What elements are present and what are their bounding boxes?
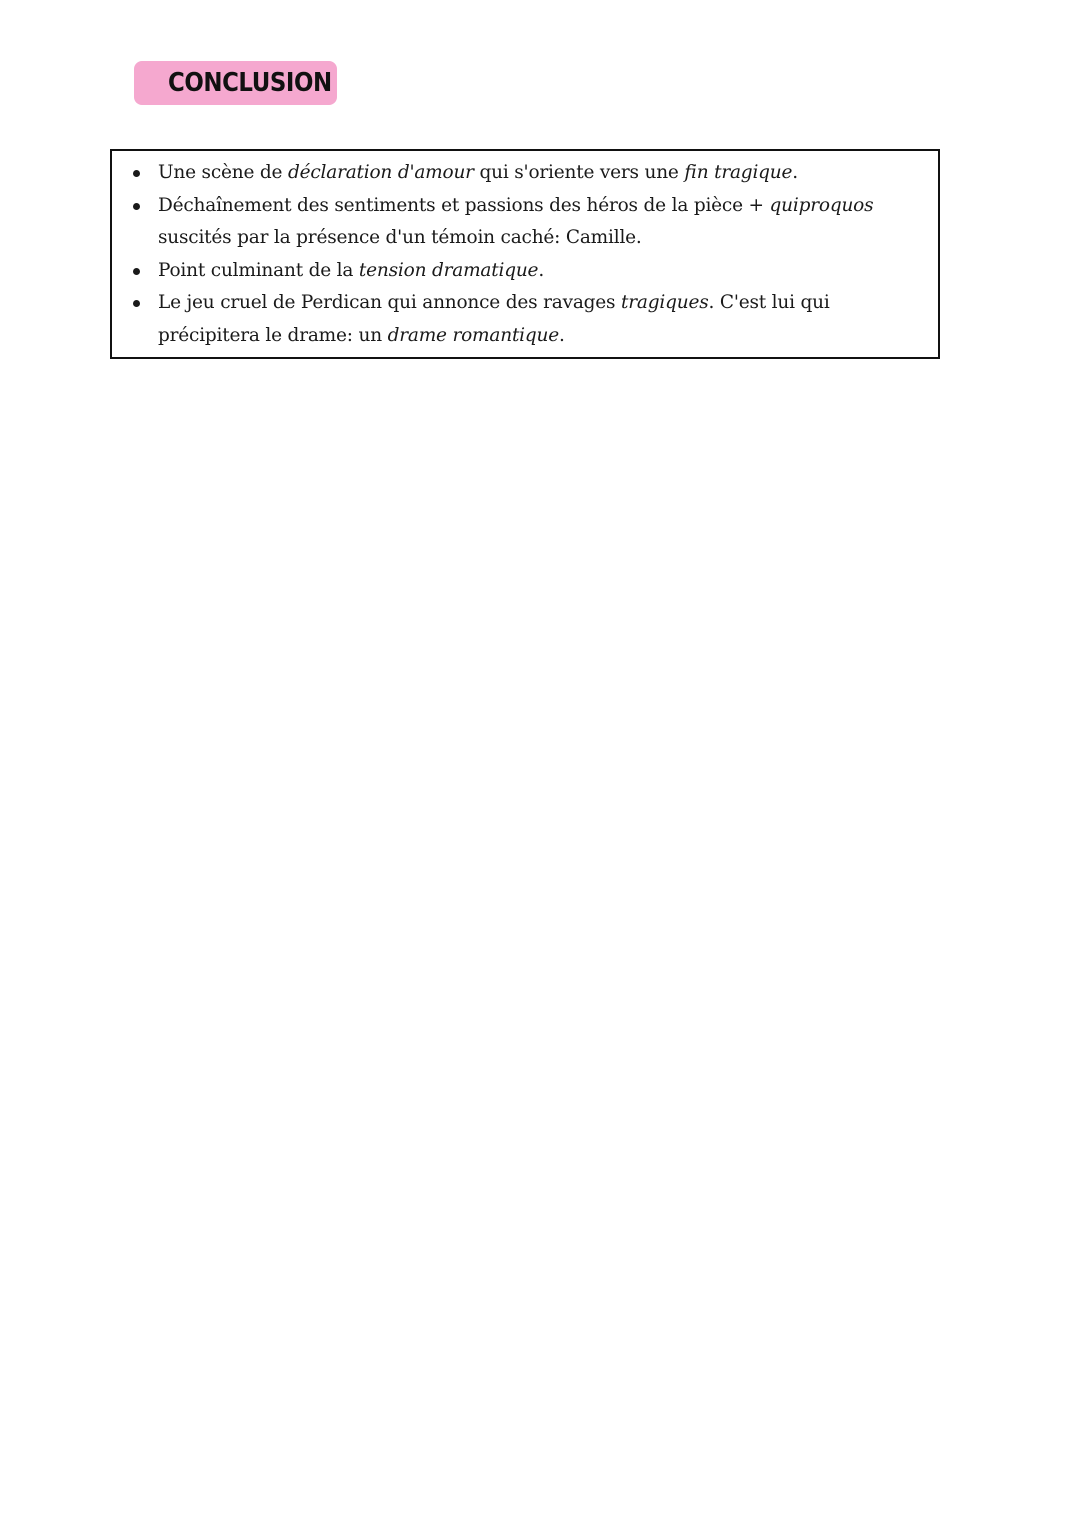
item-text: . — [792, 162, 798, 183]
emphasis-text: drame romantique — [387, 324, 560, 346]
item-text: Une scène de — [158, 162, 288, 183]
list-item — [158, 190, 926, 255]
item-text: Point culminant de la — [158, 259, 359, 281]
section-heading-tag — [134, 61, 337, 105]
item-text: . C'est lui qui précipitera le drame: un — [158, 292, 830, 346]
emphasis-text: tension dramatique — [358, 259, 539, 281]
item-text: qui s'oriente vers une — [473, 162, 685, 183]
emphasis-text: fin tragique — [684, 162, 793, 183]
list-item — [158, 157, 926, 190]
item-text: Déchaînement des sentiments et passions des héros de la pièce + — [158, 194, 770, 216]
list-item — [158, 287, 926, 352]
item-text: suscités par la présence d'un témoin caché: Camille. — [158, 227, 642, 248]
item-text: Le jeu cruel de Perdican qui annonce des ravages — [158, 292, 622, 313]
emphasis-text: tragiques — [621, 292, 709, 313]
conclusion-list — [112, 151, 938, 352]
item-text: . — [538, 259, 544, 281]
list-item — [158, 255, 926, 288]
item-text: . — [559, 324, 565, 346]
section-heading: CONCLUSION — [168, 68, 332, 98]
emphasis-text: déclaration d'amour — [287, 162, 474, 183]
emphasis-text: quiproquos — [769, 194, 874, 216]
conclusion-summary-box — [110, 149, 940, 359]
